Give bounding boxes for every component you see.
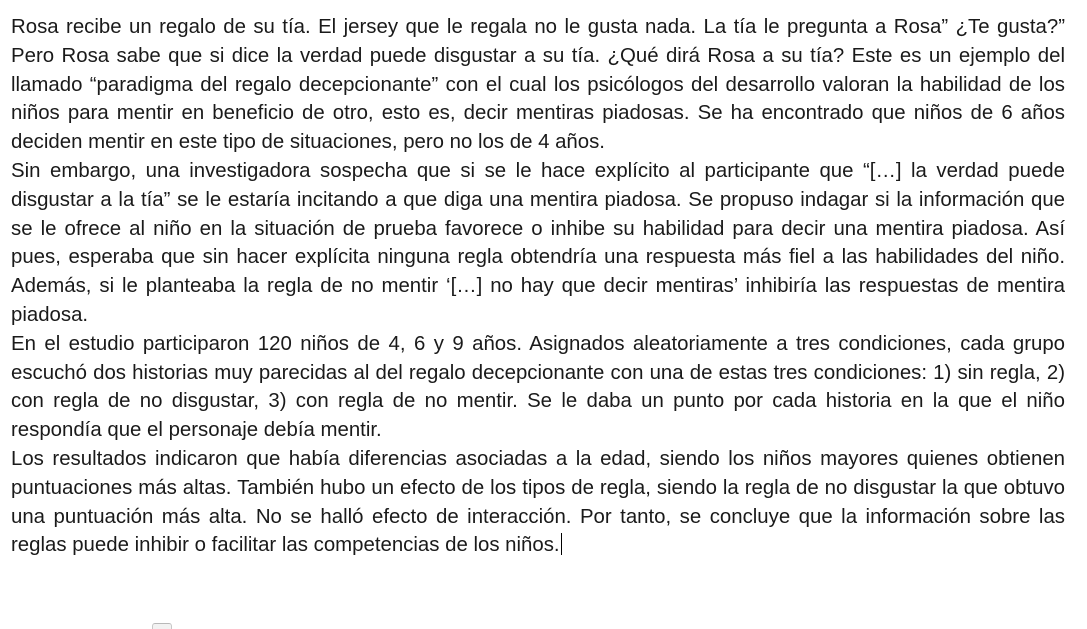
document-text-area[interactable] — [11, 13, 1065, 560]
resize-handle[interactable] — [152, 623, 172, 629]
paragraph-1: Rosa recibe un regalo de su tía. El jersey que le regala no le gusta nada. La tía le pregunta a Rosa” ¿Te gusta?” Pero Rosa sabe que si dice la verdad puede disgustar a su tía. ¿Qué dirá Rosa a su tía? Este es un ejemplo del llamado “paradigma del regalo decepcionante” con el cual los psicólogos del desarrollo valoran la habilidad de los niños para mentir en beneficio de otro, esto es, decir mentiras piadosas. Se ha encontrado que niños de 6 años deciden mentir en este tipo de situaciones, pero no los de 4 años. — [11, 16, 1065, 154]
text-cursor — [561, 533, 562, 555]
paragraph-4-text: Los resultados indicaron que había diferencias asociadas a la edad, siendo los niños mayores quienes obtienen puntuaciones más altas. También hubo un efecto de los tipos de regla, siendo la regla de no disgustar la que obtuvo una puntuación más alta. No se halló efecto de interacción. Por tanto, se concluye que la información sobre las reglas puede inhibir o facilitar las competencias de los niños. — [11, 447, 1065, 557]
paragraph-3: En el estudio participaron 120 niños de 4, 6 y 9 años. Asignados aleatoriamente a tres condiciones, cada grupo escuchó dos historias muy parecidas al del regalo decepcionante con una de estas tres condiciones: 1) sin regla, 2) con regla de no disgustar, 3) con regla de no mentir. Se le daba un punto por cada historia en la que el niño respondía que el personaje debía mentir. — [11, 332, 1065, 442]
paragraph-4 — [11, 445, 1065, 560]
paragraph-2: Sin embargo, una investigadora sospecha que si se le hace explícito al participante que “[…] la verdad puede disgustar a la tía” se le estaría incitando a que diga una mentira piadosa. Se propuso indagar si la información que se le ofrece al niño en la situación de prueba favorece o inhibe su habilidad para decir una mentira piadosa. Así pues, esperaba que sin hacer explícita ninguna regla obtendría una respuesta más fiel a las habilidades del niño. Además, si le planteaba la regla de no mentir ‘[…] no hay que decir mentiras’ inhibiría las respuestas de mentira piadosa. — [11, 159, 1065, 326]
